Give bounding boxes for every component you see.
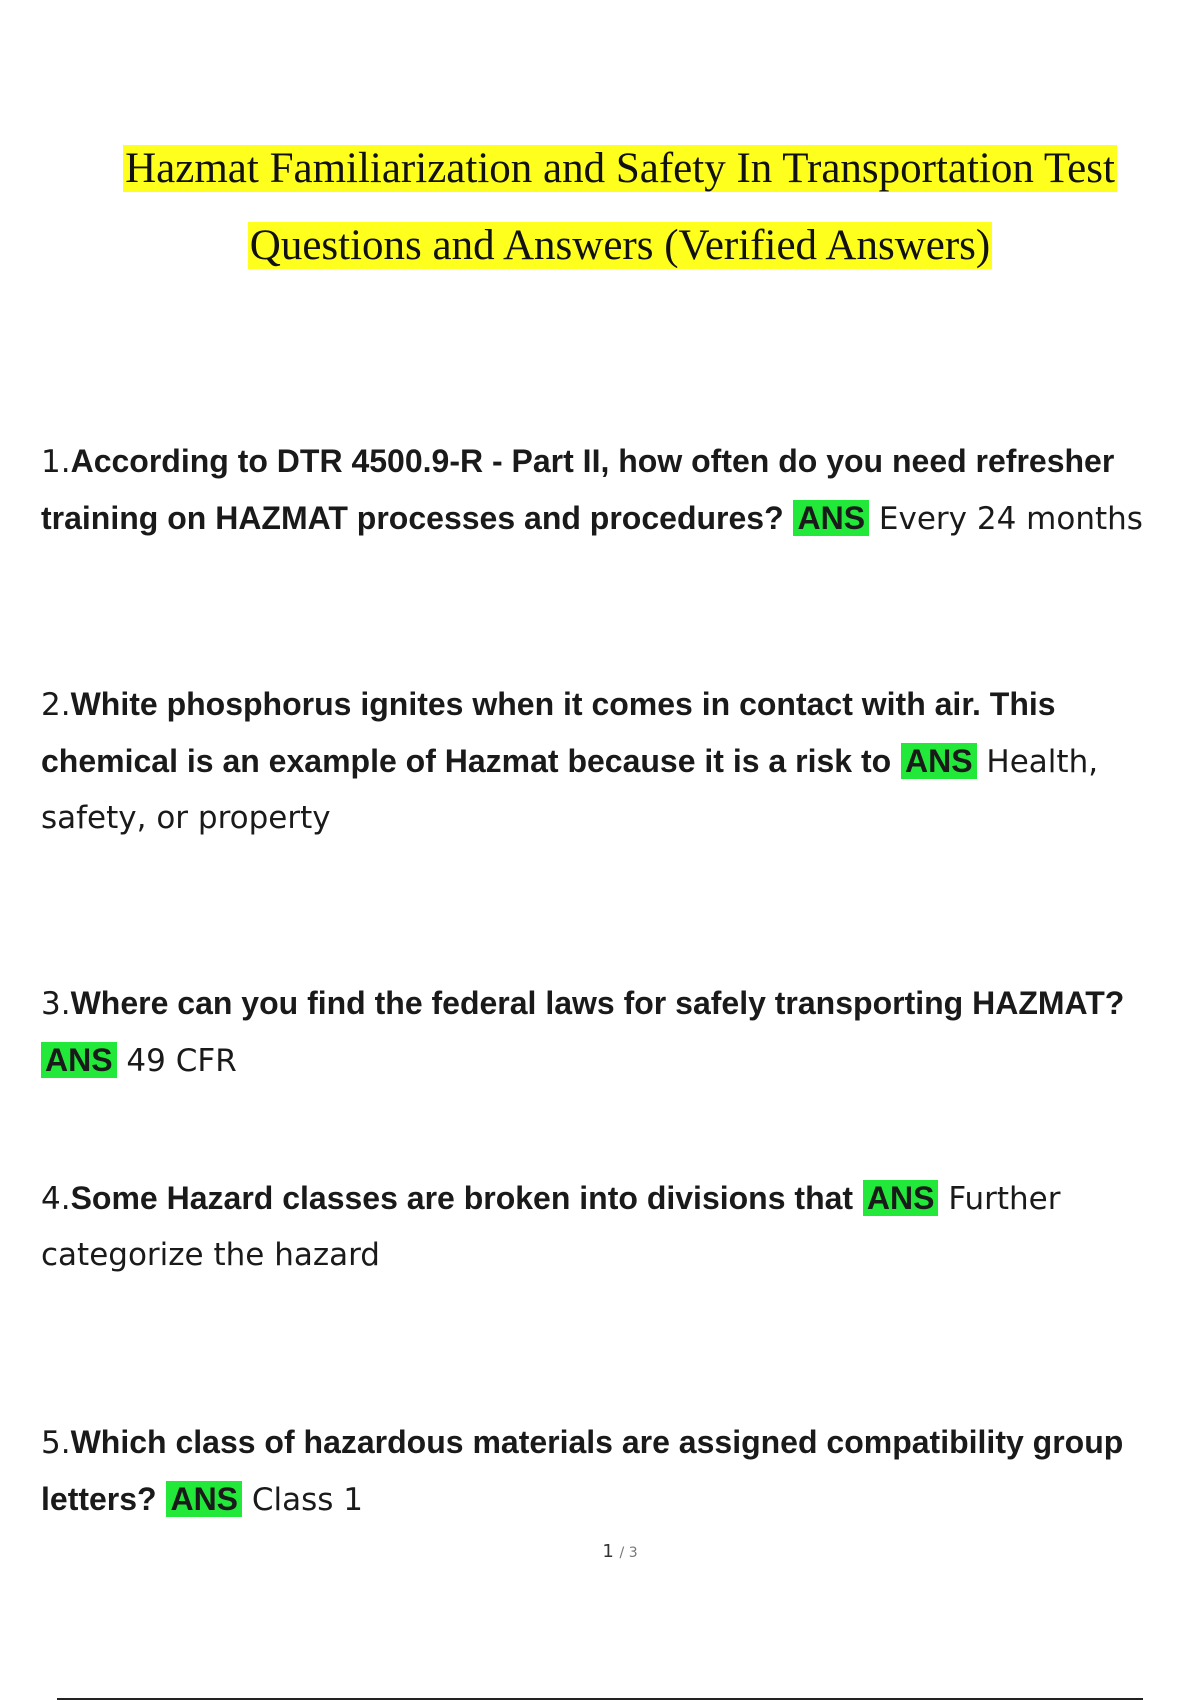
page-current: 1 [602,1541,614,1562]
title-line-1 [0,130,1200,207]
question-text: Where can you find the federal laws for safely transporting HAZMAT? [70,985,1125,1021]
question-number: 1. [41,444,71,480]
answer-tag: ANS [863,1180,939,1216]
title-line-2 [0,207,1200,284]
qa-item-5 [41,1414,1161,1528]
page-total: / 3 [619,1545,638,1561]
document-title [0,130,1200,284]
question-number: 5. [41,1425,71,1461]
title-line-1-text: Hazmat Familiarization and Safety In Transportation Test [125,145,1115,192]
title-line-2-text: Questions and Answers (Verified Answers) [249,222,991,269]
answer-text: Health, safety, or property [41,744,1099,836]
page-number [0,1541,1200,1562]
answer-text: Every 24 months [878,501,1143,537]
qa-item-4 [41,1170,1161,1283]
qa-item-1 [41,433,1161,547]
answer-tag: ANS [793,500,869,536]
answer-text: Class 1 [251,1482,364,1518]
answer-tag: ANS [166,1481,242,1517]
qa-item-3 [41,975,1161,1089]
question-text: White phosphorus ignites when it comes in contact with air. This chemical is an example of Hazmat because it is a risk to [41,686,1056,779]
qa-item-2 [41,676,1161,846]
answer-text: Further categorize the hazard [41,1181,1061,1273]
question-text: According to DTR 4500.9-R - Part II, how often do you need refresher training on HAZMAT processes and procedures? [41,443,1115,536]
answer-tag: ANS [41,1042,117,1078]
question-number: 2. [41,687,71,723]
question-text: Some Hazard classes are broken into divisions that [70,1180,854,1216]
question-number: 3. [41,986,71,1022]
question-number: 4. [41,1181,71,1217]
answer-text: 49 CFR [126,1043,237,1079]
answer-tag: ANS [901,743,977,779]
question-text: Which class of hazardous materials are assigned compatibility group letters? [41,1424,1124,1517]
